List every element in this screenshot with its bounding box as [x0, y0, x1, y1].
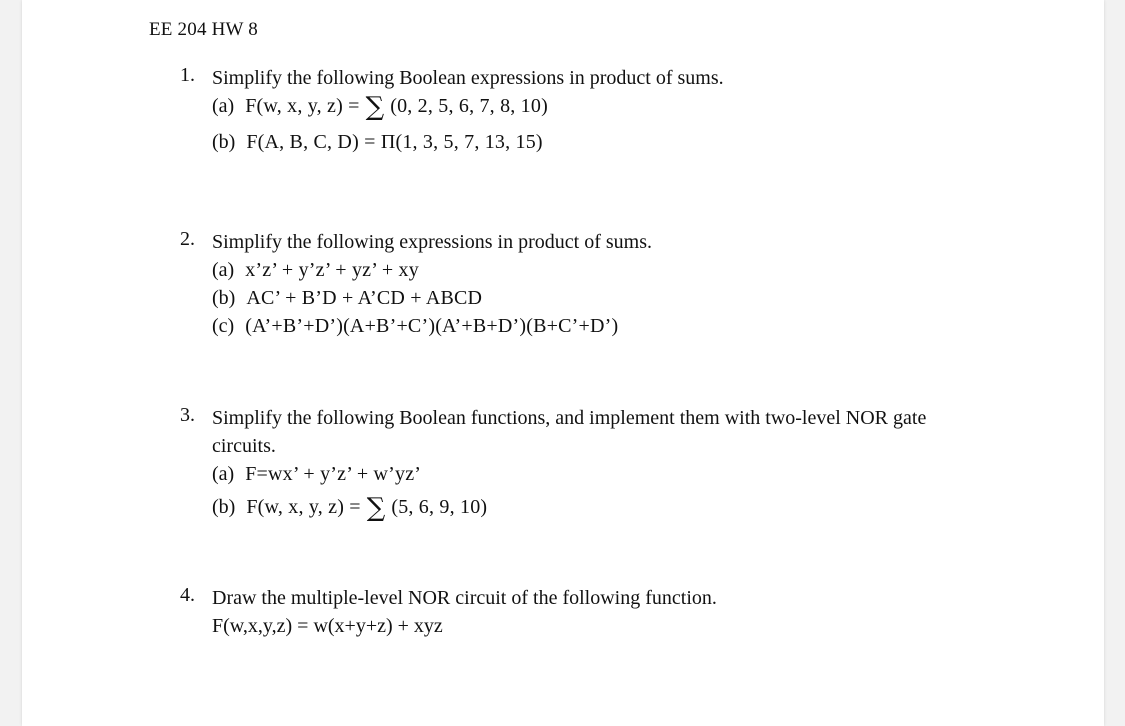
problem-part-c	[212, 312, 1040, 340]
problem-part-a	[212, 460, 1040, 488]
problem-3	[180, 404, 1040, 521]
minterm-list: (0, 2, 5, 6, 7, 8, 10)	[390, 95, 548, 117]
problem-part-a	[212, 92, 1040, 120]
problem-part-b	[212, 128, 1040, 156]
expression: x’z’ + y’z’ + yz’ + xy	[245, 259, 419, 281]
expression: F(A, B, C, D) = Π(1, 3, 5, 7, 13, 15)	[246, 131, 543, 153]
problem-2	[180, 228, 1040, 340]
problem-text: Simplify the following expressions in product of sums.	[212, 231, 652, 253]
expression: AC’ + B’D + A’CD + ABCD	[246, 287, 483, 309]
problem-number: 3.	[180, 404, 195, 426]
part-label: (b)	[212, 131, 236, 153]
part-label: (c)	[212, 315, 235, 337]
problem-4	[180, 584, 1040, 640]
problem-number: 2.	[180, 228, 195, 250]
document-page	[22, 0, 1104, 726]
problem-part-b	[212, 284, 1040, 312]
problem-text-continued: circuits.	[212, 435, 276, 457]
part-label: (b)	[212, 496, 236, 518]
problem-part-a	[212, 256, 1040, 284]
sigma-symbol: ∑	[365, 92, 385, 122]
part-label: (a)	[212, 259, 235, 281]
expression: (A’+B’+D’)(A+B’+C’)(A’+B+D’)(B+C’+D’)	[245, 315, 619, 337]
function-lhs: F(w, x, y, z) =	[245, 95, 360, 117]
problem-text: Draw the multiple-level NOR circuit of the following function.	[212, 587, 717, 609]
problem-number: 1.	[180, 64, 195, 86]
part-label: (a)	[212, 95, 235, 117]
problem-text: Simplify the following Boolean functions, and implement them with two-level NOR gate	[212, 407, 927, 429]
function-lhs: F(w, x, y, z) =	[246, 496, 361, 518]
problem-number: 4.	[180, 584, 195, 606]
problem-part-b	[212, 493, 1040, 521]
document-title: EE 204 HW 8	[149, 19, 258, 40]
function-expression: F(w,x,y,z) = w(x+y+z) + xyz	[212, 615, 443, 637]
expression: F=wx’ + y’z’ + w’yz’	[245, 463, 422, 485]
sigma-symbol: ∑	[366, 493, 386, 523]
minterm-list: (5, 6, 9, 10)	[391, 496, 488, 518]
problem-text: Simplify the following Boolean expressions in product of sums.	[212, 67, 724, 89]
part-label: (a)	[212, 463, 235, 485]
part-label: (b)	[212, 287, 236, 309]
problem-1	[180, 64, 1040, 156]
